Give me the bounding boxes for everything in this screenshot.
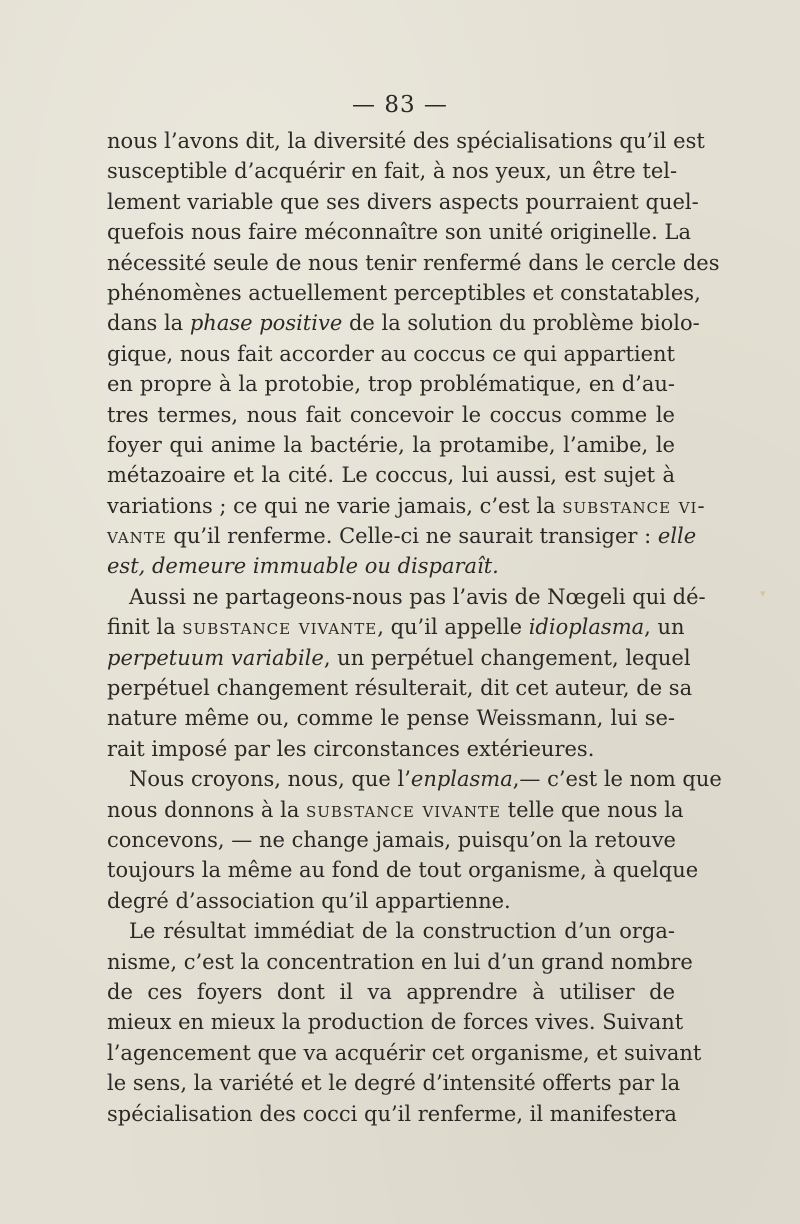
- text-line: [107, 673, 693, 703]
- text-run: métazoaire et la cité. Le coccus, lui aussi, est sujet à: [107, 463, 675, 488]
- text-line: [107, 764, 722, 794]
- text-line: [107, 703, 675, 733]
- text-line: [107, 977, 675, 1007]
- text-line: [107, 795, 684, 825]
- text-line: [107, 612, 685, 642]
- text-line: [107, 734, 675, 764]
- text-run: , un: [644, 615, 685, 640]
- text-run: quefois nous faire méconnaître son unité originelle. La: [107, 220, 692, 245]
- text-run: mieux en mieux la production de forces vives. Suivant: [107, 1010, 684, 1035]
- text-line: [107, 278, 701, 308]
- body-text: [107, 126, 722, 1129]
- text-run: nature même ou, comme le pense Weissmann, lui se-: [107, 706, 675, 731]
- text-run: ,— c’est le nom que: [512, 767, 722, 792]
- italic-text: elle: [657, 524, 697, 549]
- text-run: le sens, la variété et le degré d’intensité offerts par la: [107, 1071, 681, 1096]
- small-caps-text: vante: [107, 524, 167, 549]
- text-line: [107, 491, 706, 521]
- text-line: [107, 855, 699, 885]
- text-run: Le résultat immédiat de la construction d’un orga-: [129, 919, 675, 944]
- italic-text: est, demeure immuable ou disparaît.: [107, 554, 499, 579]
- text-run: toujours la même au fond de tout organisme, à quelque: [107, 858, 699, 883]
- text-run: Aussi ne partageons-nous pas l’avis de Nœgeli qui dé-: [129, 584, 706, 609]
- text-run: nécessité seule de nous tenir renfermé dans le cercle des: [107, 250, 720, 275]
- text-line: [107, 1068, 681, 1098]
- text-line: [107, 825, 675, 855]
- text-run: qu’il renferme. Celle-ci ne saurait transiger :: [166, 524, 658, 549]
- italic-text: idioplasma: [528, 615, 645, 640]
- text-run: spécialisation des cocci qu’il renferme, il manifestera: [107, 1101, 677, 1126]
- text-run: susceptible d’acquérir en fait, à nos yeux, un être tel-: [107, 159, 678, 184]
- page-number: — 83 —: [352, 92, 448, 118]
- text-line: [107, 400, 675, 430]
- text-run: nous donnons à la: [107, 797, 307, 822]
- text-line: [107, 430, 675, 460]
- text-run: de ces foyers dont il va apprendre à utiliser de: [107, 979, 675, 1004]
- text-run: finit la: [107, 615, 183, 640]
- text-run: tres termes, nous fait concevoir le coccus comme le: [107, 402, 675, 427]
- italic-text: phase positive: [189, 311, 343, 336]
- italic-text: perpetuum variabile: [107, 645, 324, 670]
- text-line: [107, 217, 692, 247]
- text-run: lement variable que ses divers aspects pourraient quel-: [107, 189, 699, 214]
- text-line: [107, 308, 700, 338]
- text-run: foyer qui anime la bactérie, la protamibe, l’amibe, le: [107, 432, 675, 457]
- text-run: variations ; ce qui ne varie jamais, c’est la: [107, 493, 563, 518]
- text-run: perpétuel changement résulterait, dit cet auteur, de sa: [107, 676, 693, 701]
- text-run: , qu’il appelle: [377, 615, 529, 640]
- small-caps-text: substance vivante: [306, 797, 501, 822]
- text-line: [107, 551, 675, 581]
- text-run: phénomènes actuellement perceptibles et constatables,: [107, 280, 701, 305]
- text-line: [107, 187, 699, 217]
- text-line: [107, 582, 706, 612]
- text-line: [107, 1007, 684, 1037]
- text-run: , un perpétuel changement, lequel: [323, 645, 691, 670]
- text-run: dans la: [107, 311, 190, 336]
- text-run: concevons, — ne change jamais, puisqu’on la retouve: [107, 827, 676, 852]
- text-run: telle que nous la: [500, 797, 684, 822]
- text-run: l’agencement que va acquérir cet organisme, et suivant: [107, 1040, 702, 1065]
- text-run: rait imposé par les circonstances extérieures.: [107, 736, 595, 761]
- text-run: Nous croyons, nous, que l’: [129, 767, 411, 792]
- text-line: [107, 1099, 675, 1129]
- text-line: [107, 916, 675, 946]
- small-caps-text: substance vivante: [182, 615, 378, 640]
- text-run: degré d’association qu’il appartienne.: [107, 888, 511, 913]
- text-run: en propre à la protobie, trop problématique, en d’au-: [107, 372, 675, 397]
- text-line: [107, 156, 678, 186]
- text-line: [107, 339, 675, 369]
- text-line: [107, 947, 693, 977]
- small-caps-text: substance vi-: [562, 493, 706, 518]
- text-line: [107, 1038, 702, 1068]
- text-line: [107, 126, 705, 156]
- italic-text: enplasma: [410, 767, 513, 792]
- text-line: [107, 886, 675, 916]
- text-line: [107, 248, 720, 278]
- text-run: de la solution du problème biolo-: [342, 311, 700, 336]
- text-run: gique, nous fait accorder au coccus ce qui appartient: [107, 341, 675, 366]
- text-run: nous l’avons dit, la diversité des spécialisations qu’il est: [107, 129, 705, 153]
- text-line: [107, 369, 675, 399]
- text-line: [107, 643, 691, 673]
- text-line: [107, 460, 675, 490]
- margin-mark: ▾: [760, 587, 766, 600]
- text-line: [107, 521, 697, 551]
- text-run: nisme, c’est la concentration en lui d’un grand nombre: [107, 949, 693, 974]
